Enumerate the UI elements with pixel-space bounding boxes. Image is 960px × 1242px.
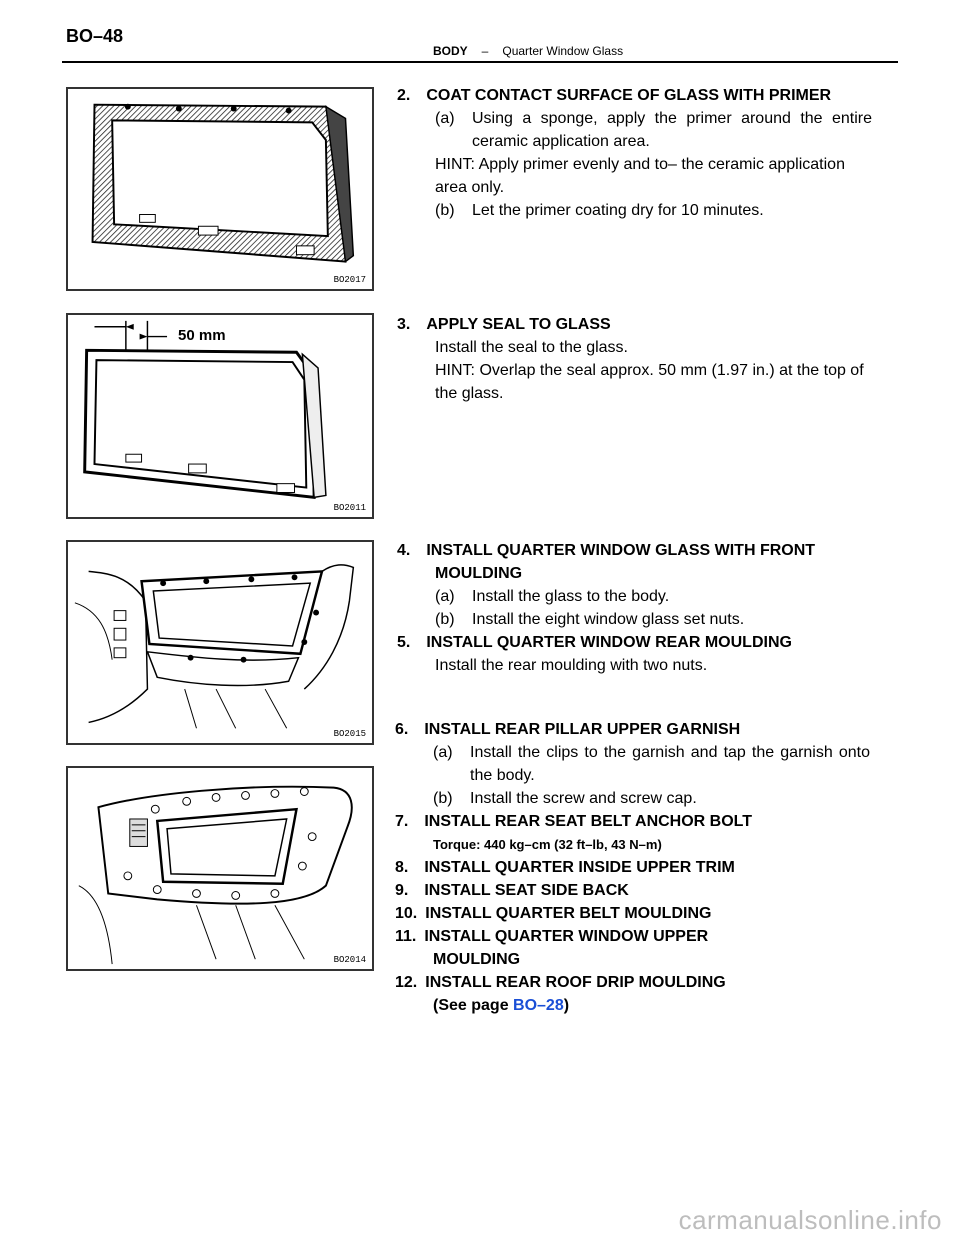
step-4a-label: (a) — [435, 588, 455, 605]
figure-glass-primer — [66, 87, 374, 291]
step-6b-text: Install the screw and screw cap. — [470, 790, 697, 807]
step-9-title: 9. INSTALL SEAT SIDE BACK — [395, 882, 629, 899]
step-4b-text: Install the eight window glass set nuts. — [472, 611, 745, 628]
step-3-title: 3. APPLY SEAL TO GLASS — [397, 316, 611, 333]
figure-install-garnish — [66, 766, 374, 971]
seal-overlap-label: 50 mm — [178, 327, 226, 344]
step-2b-label: (b) — [435, 202, 455, 219]
see-page-prefix: (See page — [433, 997, 514, 1014]
step-12-see-page — [395, 994, 870, 1017]
step-3-text: Install the seal to the glass. — [435, 339, 628, 356]
step-5-title: 5. INSTALL QUARTER WINDOW REAR MOULDING — [397, 634, 792, 651]
step-2b-text: Let the primer coating dry for 10 minutes. — [472, 202, 764, 219]
step-4-title-line2: MOULDING — [435, 565, 523, 582]
step-6-title: 6. INSTALL REAR PILLAR UPPER GARNISH — [395, 721, 741, 738]
step-6b-label: (b) — [433, 790, 453, 807]
section-separator: – — [481, 44, 489, 58]
step-11-title-line1: 11. INSTALL QUARTER WINDOW UPPER — [395, 928, 709, 945]
step-8-title: 8. INSTALL QUARTER INSIDE UPPER TRIM — [395, 859, 735, 876]
glass-primer-illustration — [68, 89, 372, 289]
step-12-title: 12. INSTALL REAR ROOF DRIP MOULDING — [395, 974, 726, 991]
watermark: carmanualsonline.info — [678, 1205, 942, 1235]
step-4-title-line1: 4. INSTALL QUARTER WINDOW GLASS WITH FRONT — [397, 542, 816, 559]
figure-apply-seal — [66, 313, 374, 519]
step-4a-text: Install the glass to the body. — [472, 588, 670, 605]
section-name: BODY — [433, 44, 468, 58]
step-2-title: 2. COAT CONTACT SURFACE OF GLASS WITH PRIMER — [397, 87, 832, 104]
step-5-text: Install the rear moulding with two nuts. — [435, 657, 708, 674]
figure-install-quarter-glass — [66, 540, 374, 745]
subsection-name: Quarter Window Glass — [502, 44, 624, 58]
step-11-title-line2: MOULDING — [433, 951, 521, 968]
see-page-suffix: ) — [563, 997, 570, 1014]
see-page-link[interactable]: BO–28 — [513, 997, 564, 1014]
step-6a-text: Install the clips to the garnish and tap the garnish onto the body. — [470, 744, 870, 784]
step-7-title: 7. INSTALL REAR SEAT BELT ANCHOR BOLT — [395, 813, 753, 830]
apply-seal-illustration — [68, 315, 372, 517]
page-code: BO–48 — [66, 26, 124, 46]
figure-code: BO2014 — [333, 955, 366, 965]
steps-6-12 — [395, 718, 870, 1017]
figure-code: BO2017 — [333, 275, 366, 285]
step-2-hint: HINT: Apply primer evenly and to– the ceramic application area only. — [435, 156, 845, 196]
figure-code: BO2015 — [333, 729, 366, 739]
step-4 — [397, 539, 872, 677]
section-title — [433, 44, 623, 58]
step-3 — [397, 313, 872, 405]
install-garnish-illustration — [68, 768, 372, 969]
install-quarter-glass-illustration — [68, 542, 372, 743]
figure-code: BO2011 — [333, 503, 366, 513]
header-rule — [62, 61, 898, 63]
step-4b-label: (b) — [435, 611, 455, 628]
step-6a-label: (a) — [433, 744, 453, 761]
step-2a-text: Using a sponge, apply the primer around the entire ceramic application area. — [472, 110, 872, 150]
step-7-torque: Torque: 440 kg–cm (32 ft–lb, 43 N–m) — [433, 837, 662, 852]
step-2 — [397, 84, 872, 222]
step-2a-label: (a) — [435, 110, 455, 127]
step-3-hint: HINT: Overlap the seal approx. 50 mm (1.97 in.) at the top of the glass. — [435, 362, 864, 402]
step-10-title: 10. INSTALL QUARTER BELT MOULDING — [395, 905, 712, 922]
